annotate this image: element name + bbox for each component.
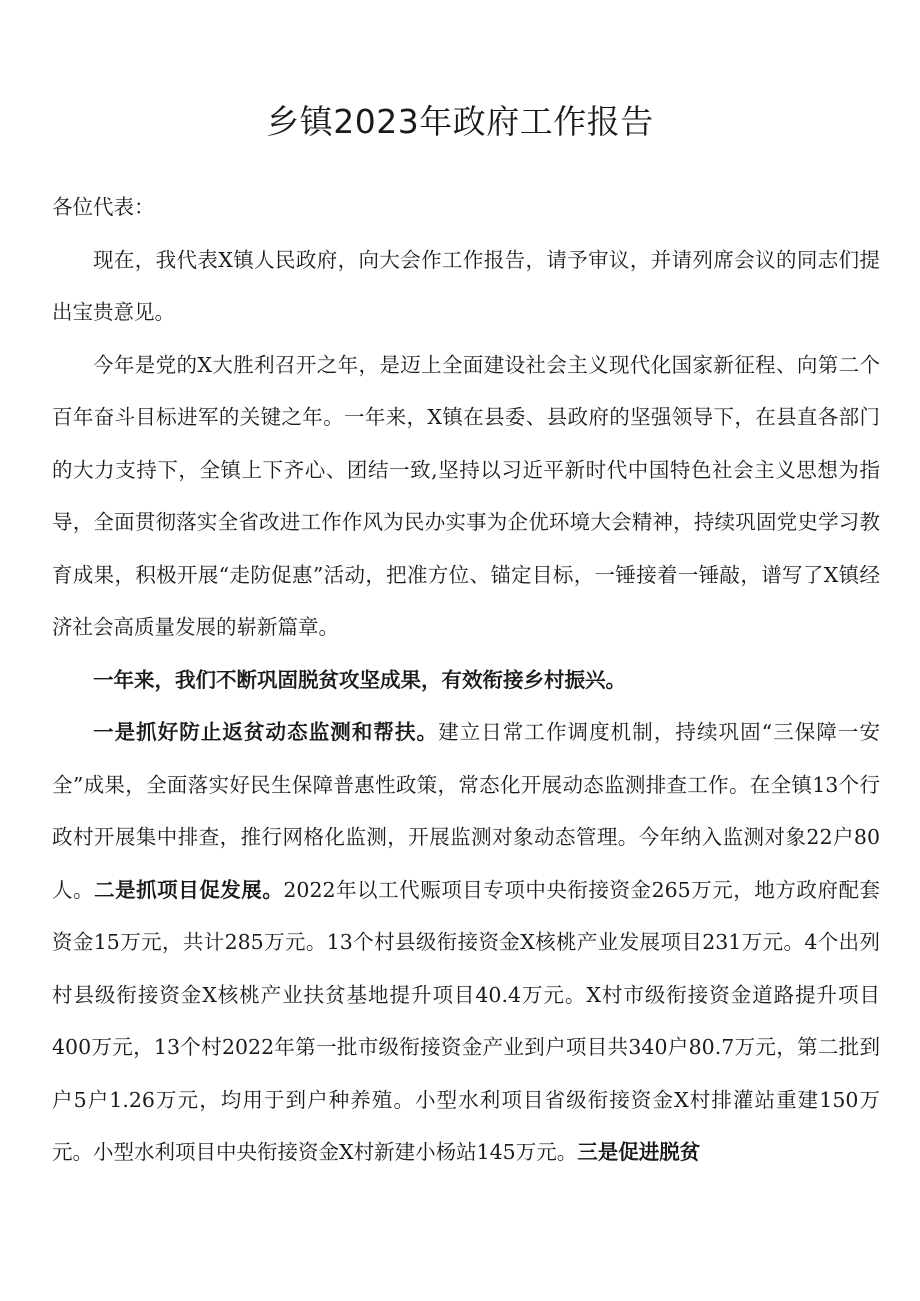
paragraph-intro: 现在，我代表X镇人民政府，向大会作工作报告，请予审议，并请列席会议的同志们提出宝贵意见。: [52, 247, 880, 324]
paragraph-details: [52, 706, 880, 1179]
point-two-lead: 二是抓项目促发展。: [94, 877, 284, 902]
point-one-text: 建立日常工作调度机制，持续巩固“三保障一安全”成果，全面落实好民生保障普惠性政策，常态化开展动态监测排查工作。在全镇13个行政村开展集中排查，推行网格化监测，开展监测对象动态管理。今年纳入监测对象22户80人。: [52, 720, 881, 902]
point-three-lead: 三是促进脱贫: [577, 1140, 701, 1164]
document-body: [52, 181, 880, 1179]
paragraph-overview: 今年是党的X大胜利召开之年，是迈上全面建设社会主义现代化国家新征程、向第二个百年奋斗目标进军的关键之年。一年来，X镇在县委、县政府的坚强领导下，在县直各部门的大力支持下，全镇上下齐心、团结一致,坚持以习近平新时代中国特色社会主义思想为指导，全面贯彻落实全省改进工作作风为民办实事为企优环境大会精神，持续巩固党史学习教育成果，积极开展“走防促惠”活动，把准方位、锚定目标，一锤接着一锤敲，谱写了X镇经济社会高质量发展的崭新篇章。: [52, 352, 880, 639]
document-title: 乡镇2023年政府工作报告: [266, 102, 654, 141]
salutation: 各位代表：: [52, 195, 155, 219]
point-two-text: 2022年以工代赈项目专项中央衔接资金265万元，地方政府配套资金15万元，共计285万元。13个村县级衔接资金X核桃产业发展项目231万元。4个出列村县级衔接资金X核桃产业扶贫基地提升项目40.4万元。X村市级衔接资金道路提升项目400万元，13个村2022年第一批市级衔接资金产业到户项目共340户80.7万元，第二批到户5户1.26万元，均用于到户种养殖。小型水利项目省级衔接资金X村排灌站重建150万元。小型水利项目中央衔接资金X村新建小杨站145万元。: [52, 877, 880, 1164]
point-one-lead: 一是抓好防止返贫动态监测和帮扶。: [93, 720, 439, 744]
section-heading: 一年来，我们不断巩固脱贫攻坚成果，有效衔接乡村振兴。: [93, 667, 626, 692]
